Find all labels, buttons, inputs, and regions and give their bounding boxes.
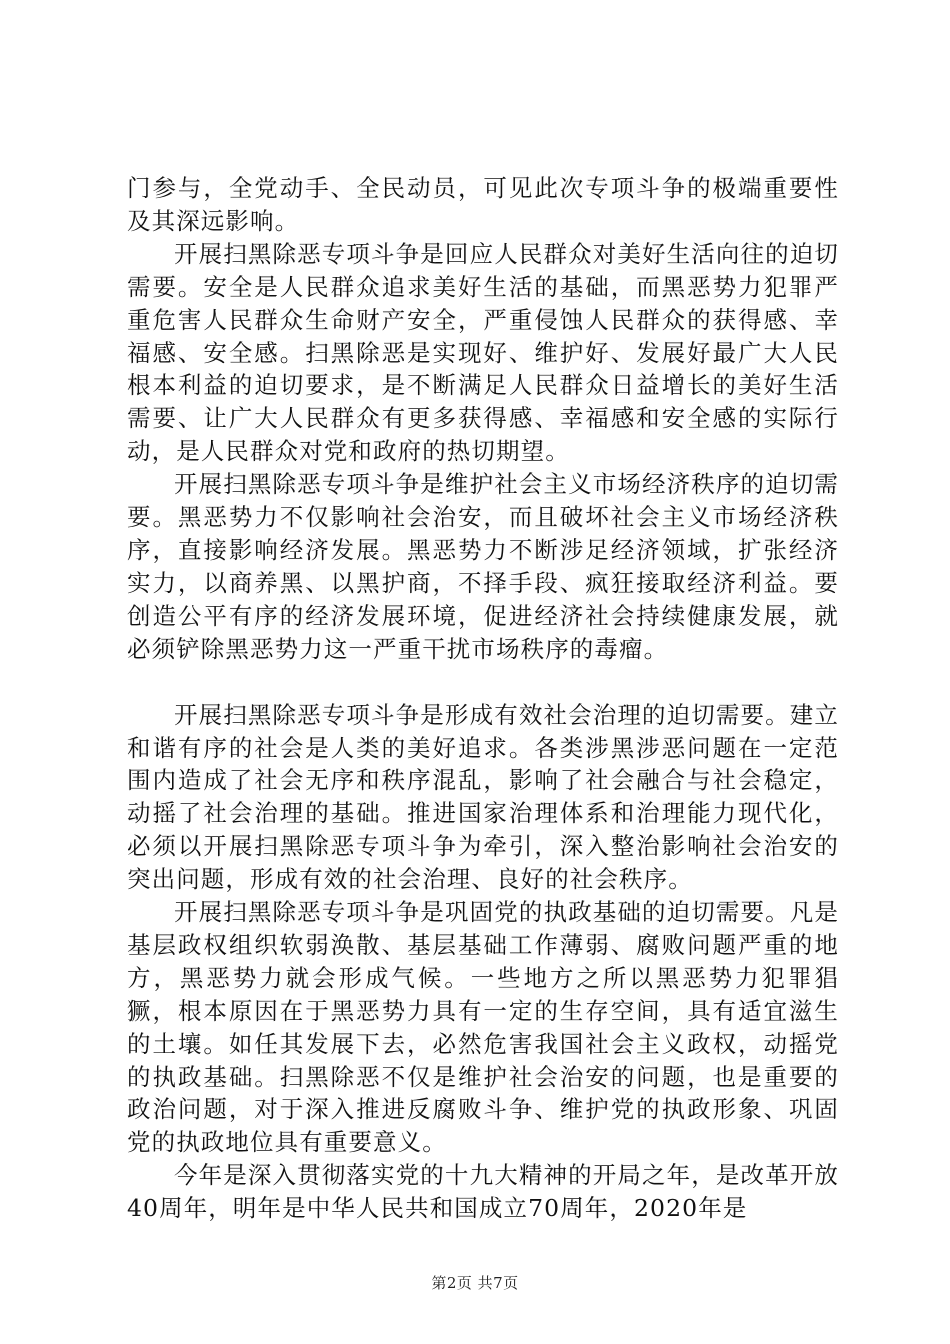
paragraph-gap: [127, 666, 839, 699]
paragraph-party-foundation: 开展扫黑除恶专项斗争是巩固党的执政基础的迫切需要。凡是基层政权组织软弱涣散、基层基础工作薄弱、腐败问题严重的地方，黑恶势力就会形成气候。一些地方之所以黑恶势力犯罪猖獗，根本原因在于黑恶势力具有一定的生存空间，具有适宜滋生的土壤。如任其发展下去，必然危害我国社会主义政权，动摇党的执政基础。扫黑除恶不仅是维护社会治安的问题，也是重要的政治问题，对于深入推进反腐败斗争、维护党的执政形象、巩固党的执政地位具有重要意义。: [127, 898, 839, 1157]
document-body: [127, 172, 839, 1225]
paragraph-people-needs: 开展扫黑除恶专项斗争是回应人民群众对美好生活向往的迫切需要。安全是人民群众追求美好生活的基础，而黑恶势力犯罪严重危害人民群众生命财产安全，严重侵蚀人民群众的获得感、幸福感、安全感。扫黑除恶是实现好、维护好、发展好最广大人民根本利益的迫切要求，是不断满足人民群众日益增长的美好生活需要、让广大人民群众有更多获得感、幸福感和安全感的实际行动，是人民群众对党和政府的热切期望。: [127, 239, 839, 466]
paragraph-this-year: 今年是深入贯彻落实党的十九大精神的开局之年，是改革开放40周年，明年是中华人民共和国成立70周年，2020年是: [127, 1161, 839, 1223]
paragraph-continuation: 门参与，全党动手、全民动员，可见此次专项斗争的极端重要性及其深远影响。: [127, 174, 839, 235]
page-footer: 第2页 共7页: [431, 1274, 519, 1292]
paragraph-market-order: 开展扫黑除恶专项斗争是维护社会主义市场经济秩序的迫切需要。黑恶势力不仅影响社会治安，而且破坏社会主义市场经济秩序，直接影响经济发展。黑恶势力不断涉足经济领域，扩张经济实力，以商养黑、以黑护商，不择手段、疯狂接取经济利益。要创造公平有序的经济发展环境，促进经济社会持续健康发展，就必须铲除黑恶势力这一严重干扰市场秩序的毒瘤。: [127, 470, 839, 663]
paragraph-social-governance: 开展扫黑除恶专项斗争是形成有效社会治理的迫切需要。建立和谐有序的社会是人类的美好追求。各类涉黑涉恶问题在一定范围内造成了社会无序和秩序混乱，影响了社会融合与社会稳定，动摇了社会治理的基础。推进国家治理体系和治理能力现代化，必须以开展扫黑除恶专项斗争为牵引，深入整治影响社会治安的突出问题，形成有效的社会治理、良好的社会秩序。: [127, 700, 839, 894]
